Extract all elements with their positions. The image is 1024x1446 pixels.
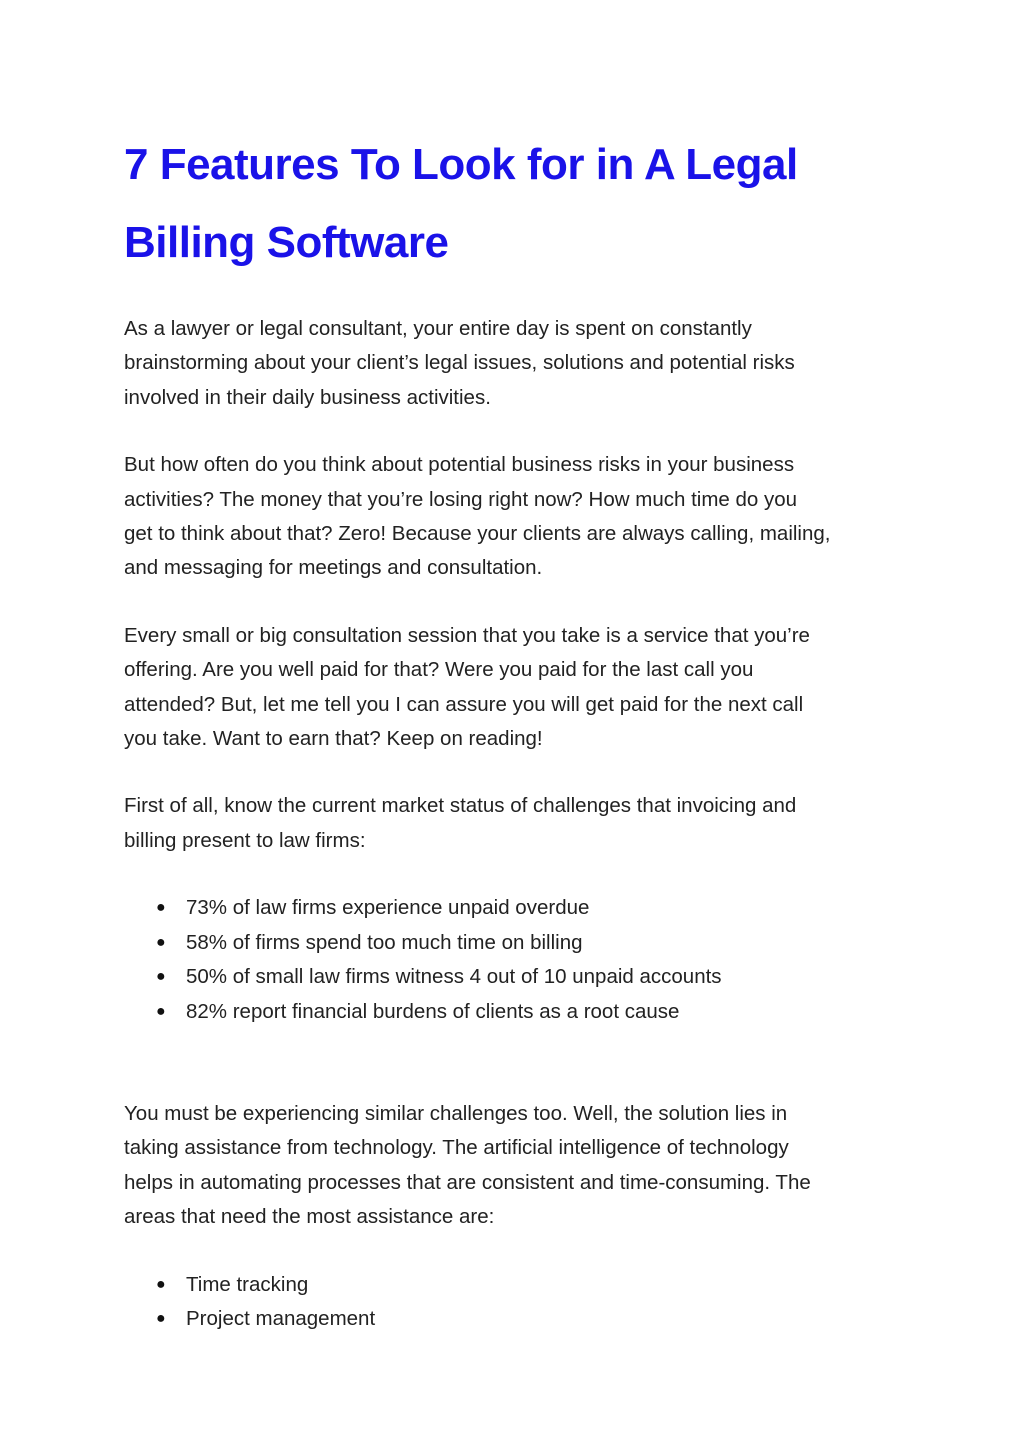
text-line: billing present to law firms:: [124, 828, 366, 852]
list-item: [154, 891, 914, 925]
text-line: and messaging for meetings and consultation.: [124, 556, 543, 580]
text-line: As a lawyer or legal consultant, your entire day is spent on constantly: [124, 317, 752, 340]
list-item-text: Project management: [186, 1306, 376, 1330]
document-page: [124, 126, 914, 1336]
text-line: brainstorming about your client’s legal issues, solutions and potential risks: [124, 351, 795, 375]
list-item-text: Time tracking: [186, 1272, 309, 1296]
list-item-text: 73% of law firms experience unpaid overdue: [186, 896, 590, 920]
risks-paragraph: [124, 448, 914, 586]
solution-paragraph: [124, 1097, 914, 1235]
market-status-paragraph: [124, 789, 914, 858]
text-line: You must be experiencing similar challenges too. Well, the solution lies in: [124, 1101, 788, 1125]
title-line: 7 Features To Look for in A Legal: [124, 140, 798, 189]
text-line: you take. Want to earn that? Keep on reading!: [124, 727, 543, 751]
bullet-icon: ●: [156, 1002, 166, 1020]
text-line: taking assistance from technology. The artificial intelligence of technology: [124, 1136, 789, 1160]
list-item: [154, 1302, 914, 1336]
list-item-text: 82% report financial burdens of clients as a root cause: [186, 999, 680, 1023]
list-item: [154, 926, 914, 960]
intro-paragraph: [124, 312, 914, 415]
text-line: involved in their daily business activities.: [124, 385, 491, 409]
bullet-icon: ●: [156, 933, 166, 951]
text-line: First of all, know the current market status of challenges that invoicing and: [124, 794, 797, 818]
title-line: Billing Software: [124, 218, 449, 267]
text-line: Every small or big consultation session that you take is a service that you’re: [124, 623, 810, 647]
statistics-list: [124, 891, 914, 1029]
page-title: [124, 126, 914, 282]
text-line: offering. Are you well paid for that? Were you paid for the last call you: [124, 658, 754, 682]
bullet-icon: ●: [156, 1309, 166, 1327]
text-line: activities? The money that you’re losing right now? How much time do you: [124, 487, 798, 511]
list-item-text: 50% of small law firms witness 4 out of 10 unpaid accounts: [186, 965, 722, 989]
text-line: But how often do you think about potential business risks in your business: [124, 453, 795, 477]
text-line: attended? But, let me tell you I can assure you will get paid for the next call: [124, 692, 804, 716]
bullet-icon: ●: [156, 1275, 166, 1293]
text-line: get to think about that? Zero! Because your clients are always calling, mailing,: [124, 522, 831, 546]
assistance-areas-list: [124, 1268, 914, 1337]
text-line: areas that need the most assistance are:: [124, 1205, 495, 1229]
list-item-text: 58% of firms spend too much time on billing: [186, 930, 583, 954]
list-item: [154, 995, 914, 1029]
bullet-icon: ●: [156, 968, 166, 986]
list-item: [154, 960, 914, 994]
bullet-icon: ●: [156, 899, 166, 917]
text-line: helps in automating processes that are consistent and time-consuming. The: [124, 1170, 811, 1194]
list-item: [154, 1268, 914, 1302]
consultation-paragraph: [124, 619, 914, 757]
